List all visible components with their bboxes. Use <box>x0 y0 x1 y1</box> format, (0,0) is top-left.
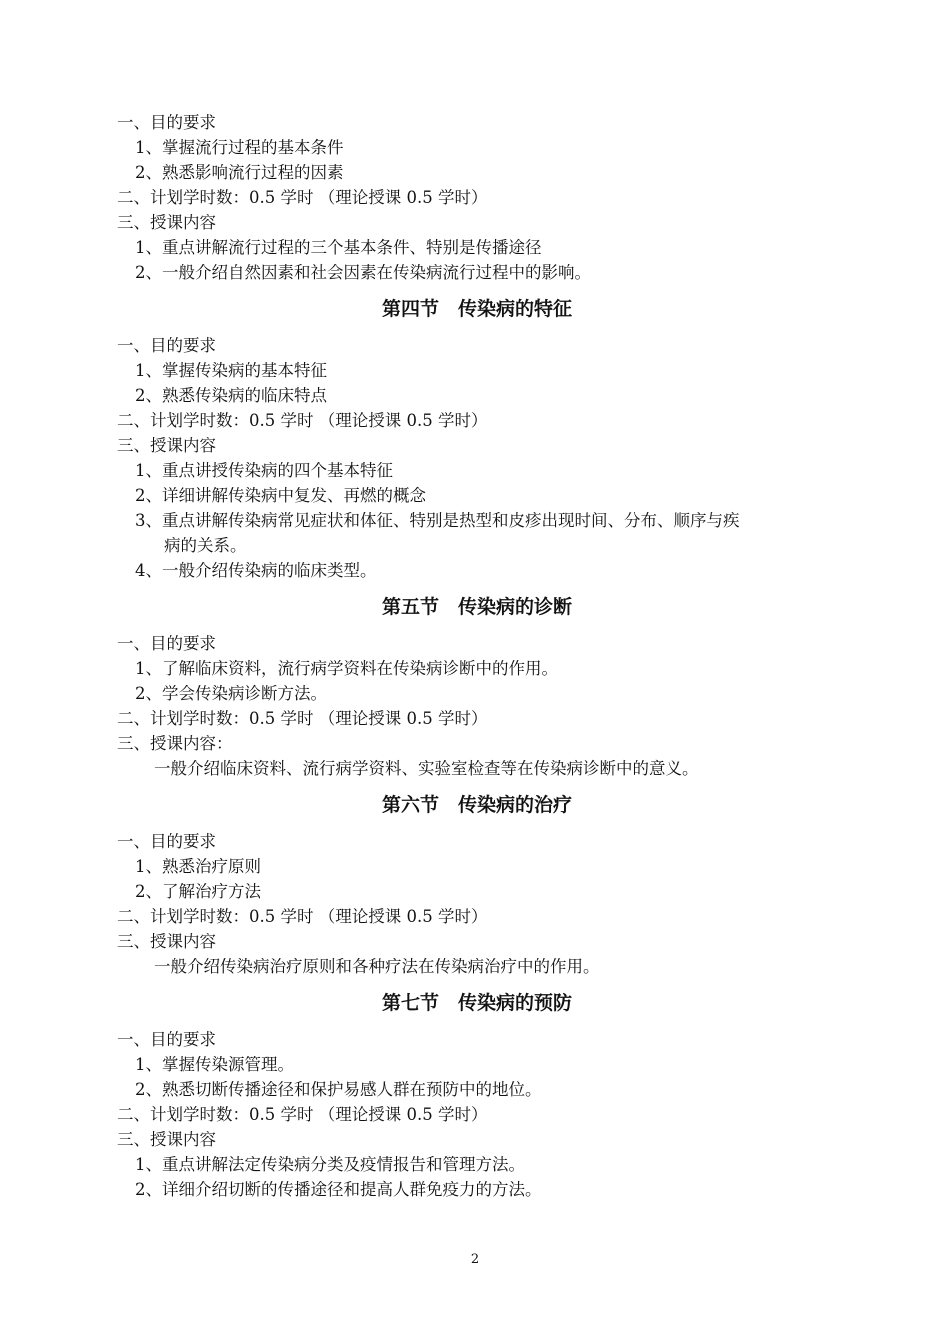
content-item: 2、详细介绍切断的传播途径和提高人群免疫力的方法。 <box>135 1180 542 1199</box>
objective-item: 1、掌握流行过程的基本条件 <box>135 138 344 157</box>
planned-hours: 二、计划学时数：0.5 学时 （理论授课 0.5 学时） <box>117 1105 488 1124</box>
planned-hours: 二、计划学时数：0.5 学时 （理论授课 0.5 学时） <box>117 188 488 207</box>
section-heading: 第六节 传染病的治疗 <box>381 794 572 816</box>
content-label: 三、授课内容 <box>117 436 216 455</box>
planned-hours: 二、计划学时数：0.5 学时 （理论授课 0.5 学时） <box>117 411 488 430</box>
content-item: 4、一般介绍传染病的临床类型。 <box>135 561 377 580</box>
objectives-label: 一、目的要求 <box>117 634 216 653</box>
content-item: 3、重点讲解传染病常见症状和体征、特别是热型和皮疹出现时间、分布、顺序与疾 <box>135 511 740 530</box>
objectives-label: 一、目的要求 <box>117 336 216 355</box>
objective-item: 1、掌握传染源管理。 <box>135 1055 294 1074</box>
content-item: 2、详细讲解传染病中复发、再燃的概念 <box>135 486 426 505</box>
objective-item: 2、了解治疗方法 <box>135 882 261 901</box>
content-label: 三、授课内容 <box>117 932 216 951</box>
objective-item: 2、熟悉传染病的临床特点 <box>135 386 327 405</box>
content-label: 三、授课内容 <box>117 213 216 232</box>
objectives-label: 一、目的要求 <box>117 1030 216 1049</box>
section-heading: 第五节 传染病的诊断 <box>381 596 572 618</box>
content-label: 三、授课内容 <box>117 1130 216 1149</box>
content-item-continuation: 病的关系。 <box>164 536 247 555</box>
section-5 <box>117 583 837 781</box>
section-heading: 第七节 传染病的预防 <box>381 992 572 1014</box>
objective-item: 1、了解临床资料，流行病学资料在传染病诊断中的作用。 <box>135 659 558 678</box>
objectives-label: 一、目的要求 <box>117 832 216 851</box>
section-6 <box>117 781 837 979</box>
planned-hours: 二、计划学时数：0.5 学时 （理论授课 0.5 学时） <box>117 907 488 926</box>
objective-item: 2、熟悉影响流行过程的因素 <box>135 163 344 182</box>
section-heading: 第四节 传染病的特征 <box>381 298 572 320</box>
objectives-label: 一、目的要求 <box>117 113 216 132</box>
content-paragraph: 一般介绍临床资料、流行病学资料、实验室检查等在传染病诊断中的意义。 <box>154 759 699 778</box>
objective-item: 2、学会传染病诊断方法。 <box>135 684 327 703</box>
objective-item: 1、熟悉治疗原则 <box>135 857 261 876</box>
content-label: 三、授课内容： <box>117 734 233 753</box>
section-3-continued <box>117 110 837 285</box>
section-4 <box>117 285 837 583</box>
content-paragraph: 一般介绍传染病治疗原则和各种疗法在传染病治疗中的作用。 <box>154 957 600 976</box>
section-7 <box>117 979 837 1202</box>
objective-item: 1、掌握传染病的基本特征 <box>135 361 327 380</box>
content-item: 1、重点讲授传染病的四个基本特征 <box>135 461 393 480</box>
planned-hours: 二、计划学时数：0.5 学时 （理论授课 0.5 学时） <box>117 709 488 728</box>
objective-item: 2、熟悉切断传播途径和保护易感人群在预防中的地位。 <box>135 1080 542 1099</box>
content-item: 2、一般介绍自然因素和社会因素在传染病流行过程中的影响。 <box>135 263 591 282</box>
document-body <box>117 110 837 1202</box>
page-number: 2 <box>470 1252 480 1267</box>
content-item: 1、重点讲解流行过程的三个基本条件、特别是传播途径 <box>135 238 542 257</box>
content-item: 1、重点讲解法定传染病分类及疫情报告和管理方法。 <box>135 1155 525 1174</box>
